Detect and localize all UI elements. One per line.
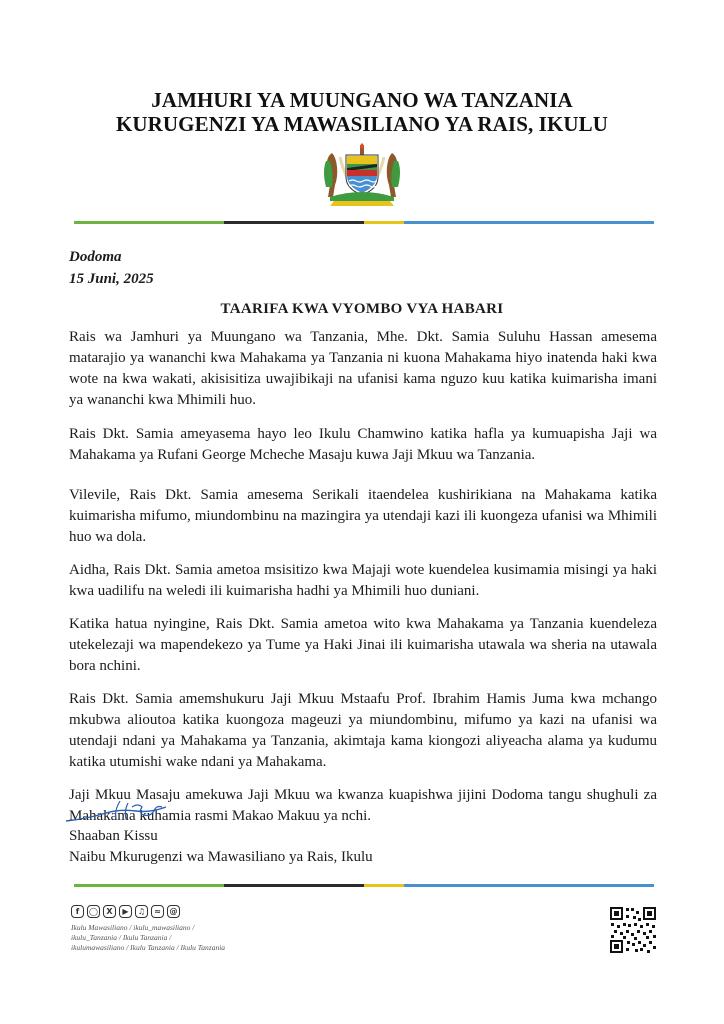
- coat-of-arms-icon: [310, 143, 414, 207]
- top-color-stripe: [74, 221, 654, 224]
- handles-line-1: Ikulu Mawasiliano / ikulu_mawasiliano /: [71, 923, 195, 932]
- x-icon[interactable]: X: [103, 905, 116, 918]
- signer-block: [69, 826, 373, 868]
- dateline-place: Dodoma: [69, 249, 122, 265]
- letterhead-line-1: JAMHURI YA MUUNGANO WA TANZANIA: [151, 88, 573, 112]
- threads-icon[interactable]: @: [167, 905, 180, 918]
- social-icons: [71, 905, 180, 918]
- handles-line-2: ikulu_Tanzania / Ikulu Tanzania /: [71, 933, 172, 942]
- handles-line-3: ikulumawasiliano / Ikulu Tanzania / Ikulu Tanzania: [71, 943, 226, 952]
- handwritten-signature: [60, 797, 180, 827]
- paragraph-2: Rais Dkt. Samia ameyasema hayo leo Ikulu Chamwino katika hafla ya kumuapisha Jaji wa Mahakama ya Rufani George Mcheche Masaju kuwa Jaji Mkuu wa Tanzania.: [69, 426, 657, 463]
- dateline: [69, 246, 154, 290]
- dateline-date: 15 Juni, 2025: [69, 271, 154, 287]
- press-release-title: TAARIFA KWA VYOMBO VYA HABARI: [220, 301, 504, 317]
- paragraph-5: Katika hatua nyingine, Rais Dkt. Samia ametoa wito kwa Mahakama ya Tanzania kuendeleza utekelezaji wa mapendekezo ya Tume ya Haki Jinai ili kuimarisha utawala wa sheria na utawala bora nchini.: [69, 616, 657, 674]
- facebook-icon[interactable]: f: [71, 905, 84, 918]
- letterhead-line-2: KURUGENZI YA MAWASILIANO YA RAIS, IKULU: [115, 112, 609, 136]
- social-handles: [71, 923, 225, 953]
- paragraph-4: Aidha, Rais Dkt. Samia ametoa msisitizo kwa Majaji wote kuendelea kusimamia misingi ya haki kwa uadilifu na weledi ili kuimarisha hadhi ya Mhimili huo duniani.: [69, 562, 657, 599]
- youtube-icon[interactable]: ▶: [119, 905, 132, 918]
- paragraph-3: Vilevile, Rais Dkt. Samia amesema Serikali itaendelea kushirikiana na Mahakama katika kuimarisha mifumo, miundombinu na mazingira ya utendaji kazi ili kuongeza ufanisi wa Mhimili huo wa dola.: [69, 487, 657, 545]
- paragraph-1: Rais wa Jamhuri ya Muungano wa Tanzania, Mhe. Dkt. Samia Suluhu Hassan amesema matarajio ya wananchi kwa Mahakama ya Tanzania ni kuona Mahakama hiyo inatenda haki kwa wote na kwa wakati, akisisitiza uwajibikaji na ufanisi kama nguzo kuu katika kuimarisha imani ya wananchi kwa Mhimili huo.: [69, 329, 657, 408]
- instagram-icon[interactable]: ◯: [87, 905, 100, 918]
- signer-name: Shaaban Kissu: [69, 828, 158, 844]
- press-release-body: [69, 327, 657, 827]
- bottom-color-stripe: [74, 884, 654, 887]
- paragraph-7: Jaji Mkuu Masaju amekuwa Jaji Mkuu wa kwanza kuapishwa jijini Dodoma tangu shughuli za Mahakama kuhamia rasmi Makao Makuu ya nchi.: [69, 787, 657, 824]
- paragraph-6: Rais Dkt. Samia amemshukuru Jaji Mkuu Mstaafu Prof. Ibrahim Hamis Juma kwa mchango mkubwa alioutoa katika kuongoza mageuzi ya miundombinu, mifumo ya kazi na ufanisi wa utendaji ndani ya Mahakama ya Tanzania, akimtaja kama kiongozi aliyeacha alama ya kudumu katika utumishi wake ndani ya Mahakama.: [69, 691, 657, 770]
- qr-code-icon[interactable]: [609, 906, 657, 954]
- tiktok-icon[interactable]: ♫: [135, 905, 148, 918]
- signer-position: Naibu Mkurugenzi wa Mawasiliano ya Rais, Ikulu: [69, 849, 373, 865]
- letterhead: [0, 88, 724, 136]
- spotify-icon[interactable]: ≈: [151, 905, 164, 918]
